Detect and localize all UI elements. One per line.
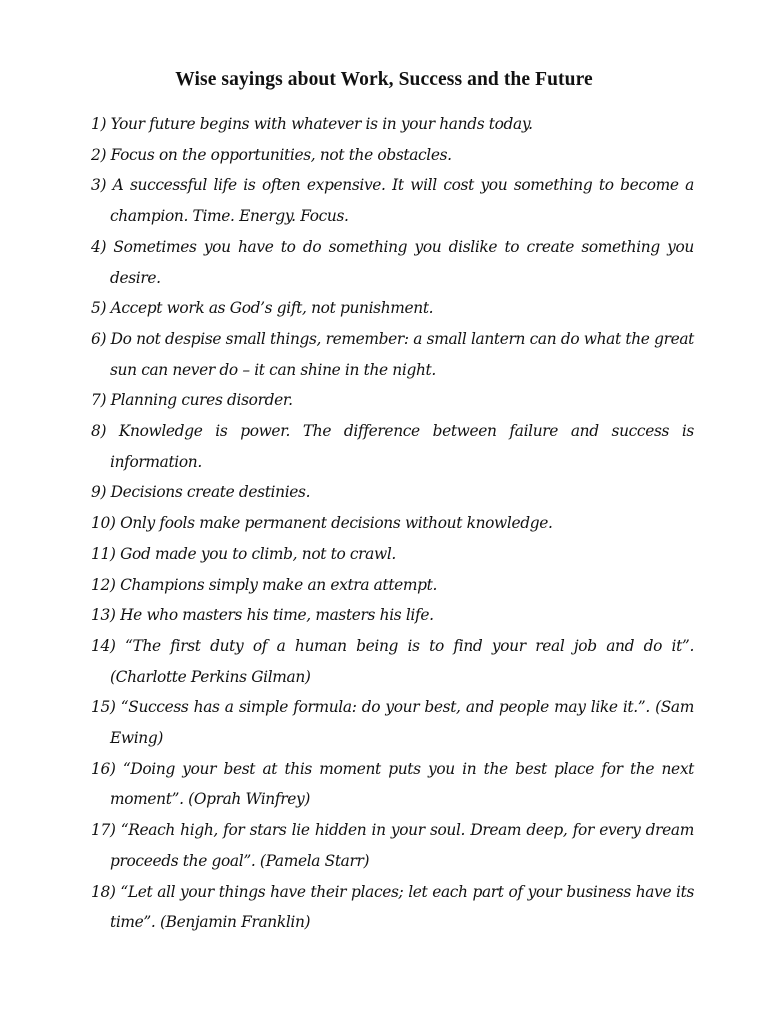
- saying-item: 11) God made you to climb, not to crawl.: [91, 544, 396, 563]
- page-title: Wise sayings about Work, Success and the Future: [175, 69, 593, 90]
- saying-item: 5) Accept work as God’s gift, not punishment.: [91, 299, 434, 318]
- saying-item: 10) Only fools make permanent decisions without knowledge.: [91, 514, 553, 533]
- saying-item: 9) Decisions create destinies.: [91, 483, 311, 502]
- saying-item: 1) Your future begins with whatever is in your hands today.: [91, 115, 533, 133]
- saying-item: 6) Do not despise small things, remember: a small lantern can do what the great sun can never do – it can shine in the night.: [91, 329, 695, 379]
- saying-item: 14) “The first duty of a human being is to find your real job and do it”. (Charlotte Perkins Gilman): [91, 636, 694, 686]
- sayings-list: [91, 109, 694, 938]
- saying-item: 2) Focus on the opportunities, not the obstacles.: [91, 145, 452, 164]
- saying-item: 7) Planning cures disorder.: [91, 391, 293, 410]
- saying-item: 12) Champions simply make an extra attempt.: [91, 575, 438, 594]
- saying-item: 15) “Success has a simple formula: do your best, and people may like it.”. (Sam Ewing): [91, 698, 694, 748]
- saying-item: 13) He who masters his time, masters his life.: [91, 606, 434, 625]
- saying-item: 16) “Doing your best at this moment puts you in the best place for the next moment”. (Oprah Winfrey): [91, 759, 694, 809]
- saying-item: 3) A successful life is often expensive. It will cost you something to become a champion. Time. Energy. Focus.: [91, 176, 694, 226]
- saying-item: 4) Sometimes you have to do something you dislike to create something you desire.: [91, 237, 694, 287]
- saying-item: 17) “Reach high, for stars lie hidden in your soul. Dream deep, for every dream proceeds the goal”. (Pamela Starr): [91, 821, 694, 870]
- saying-item: 18) “Let all your things have their places; let each part of your business have its time”. (Benjamin Franklin): [91, 882, 694, 932]
- saying-item: 8) Knowledge is power. The difference between failure and success is information.: [91, 422, 694, 471]
